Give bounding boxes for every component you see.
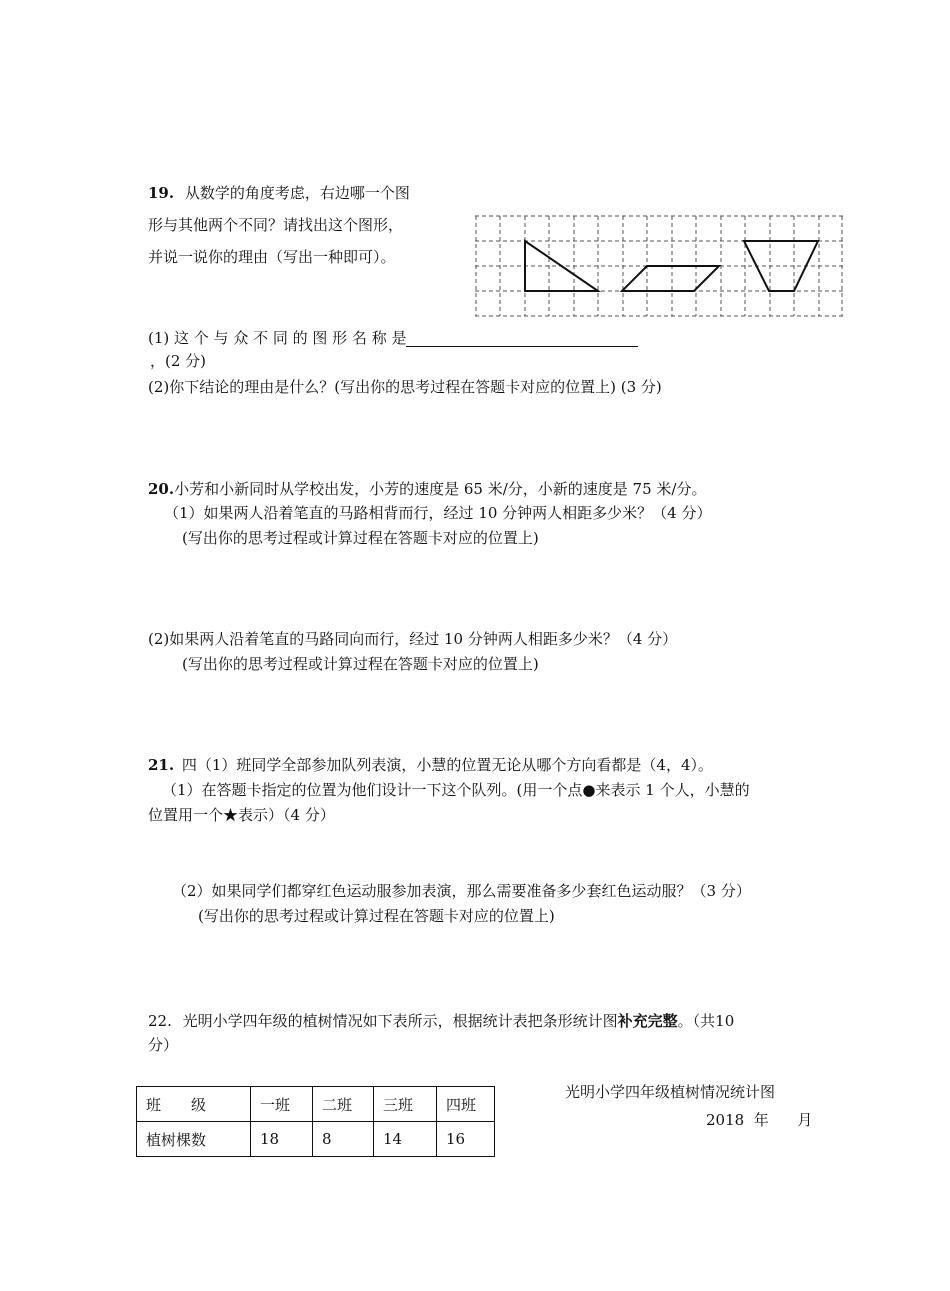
q21-part1-line1: （1）在答题卡指定的位置为他们设计一下这个队列。(用一个点●来表示 1 个人，小慧的	[162, 781, 750, 799]
q20-part1: （1）如果两人沿着笔直的马路相背而行，经过 10 分钟两人相距多少米？（4 分）	[164, 504, 712, 522]
planting-stats-table	[136, 1086, 495, 1157]
table-row	[137, 1122, 495, 1157]
q20-part2-note: (写出你的思考过程或计算过程在答题卡对应的位置上)	[182, 655, 539, 673]
q19-line2: 形与其他两个不同？请找出这个图形，	[148, 216, 404, 234]
q20-part2: (2)如果两人沿着笔直的马路同向而行，经过 10 分钟两人相距多少米？（4 分）	[148, 630, 678, 648]
q22-text-emphasis: 补充完整	[617, 1012, 678, 1030]
table-cell: 植树棵数	[137, 1122, 251, 1157]
q20-part1-note: (写出你的思考过程或计算过程在答题卡对应的位置上)	[182, 529, 539, 547]
q21-text: 四（1）班同学全部参加队列表演，小慧的位置无论从哪个方向看都是（4，4）。	[181, 756, 714, 774]
q19-text: 从数学的角度考虑，右边哪一个图	[184, 184, 410, 202]
table-header-cell: 一班	[251, 1087, 313, 1122]
q21-number: 21.	[148, 756, 175, 774]
q19-number: 19.	[148, 184, 175, 202]
q21-line1	[148, 755, 713, 775]
answer-blank	[406, 346, 638, 347]
q19-line3: 并说一说你的理由（写出一种即可）。	[148, 248, 396, 266]
table-cell: 8	[313, 1122, 374, 1157]
q20-number: 20.	[148, 480, 175, 498]
q20-line1	[148, 479, 706, 499]
table-header-cell: 二班	[313, 1087, 374, 1122]
q22-text-end: 。（共10	[677, 1012, 735, 1030]
q19-part1-prompt: (1) 这 个 与 众 不 同 的 图 形 名 称 是	[148, 329, 407, 347]
chart-date: 2018 年 月	[706, 1111, 813, 1129]
q22-line1	[148, 1011, 734, 1031]
q19-part1	[148, 328, 638, 348]
table-header-cell: 四班	[437, 1087, 495, 1122]
table-header-cell: 三班	[374, 1087, 437, 1122]
q22-number: 22.	[148, 1012, 172, 1030]
q22-line2: 分）	[148, 1036, 179, 1054]
shape-grid-figure	[475, 215, 845, 317]
chart-title: 光明小学四年级植树情况统计图	[565, 1083, 776, 1101]
q19-line1	[148, 183, 410, 203]
q21-part1-line2: 位置用一个★表示）（4 分）	[148, 806, 335, 824]
table-header-cell: 班 级	[137, 1087, 251, 1122]
q19-part2: (2)你下结论的理由是什么？(写出你的思考过程在答题卡对应的位置上) (3 分)	[148, 378, 662, 396]
q22-text: 光明小学四年级的植树情况如下表所示，根据统计表把条形统计图	[182, 1012, 618, 1030]
q21-part2-note: (写出你的思考过程或计算过程在答题卡对应的位置上)	[198, 907, 555, 925]
q20-text: 小芳和小新同时从学校出发，小芳的速度是 65 米/分，小新的速度是 75 米/分。	[174, 480, 707, 498]
parallelogram-shape	[622, 266, 719, 291]
table-cell: 16	[437, 1122, 495, 1157]
q21-part2: （2）如果同学们都穿红色运动服参加表演，那么需要准备多少套红色运动服？（3 分）	[172, 882, 751, 900]
table-cell: 14	[374, 1122, 437, 1157]
table-header-row	[137, 1087, 495, 1122]
table-cell: 18	[251, 1122, 313, 1157]
q19-part1-suffix: ，(2 分)	[150, 352, 207, 370]
